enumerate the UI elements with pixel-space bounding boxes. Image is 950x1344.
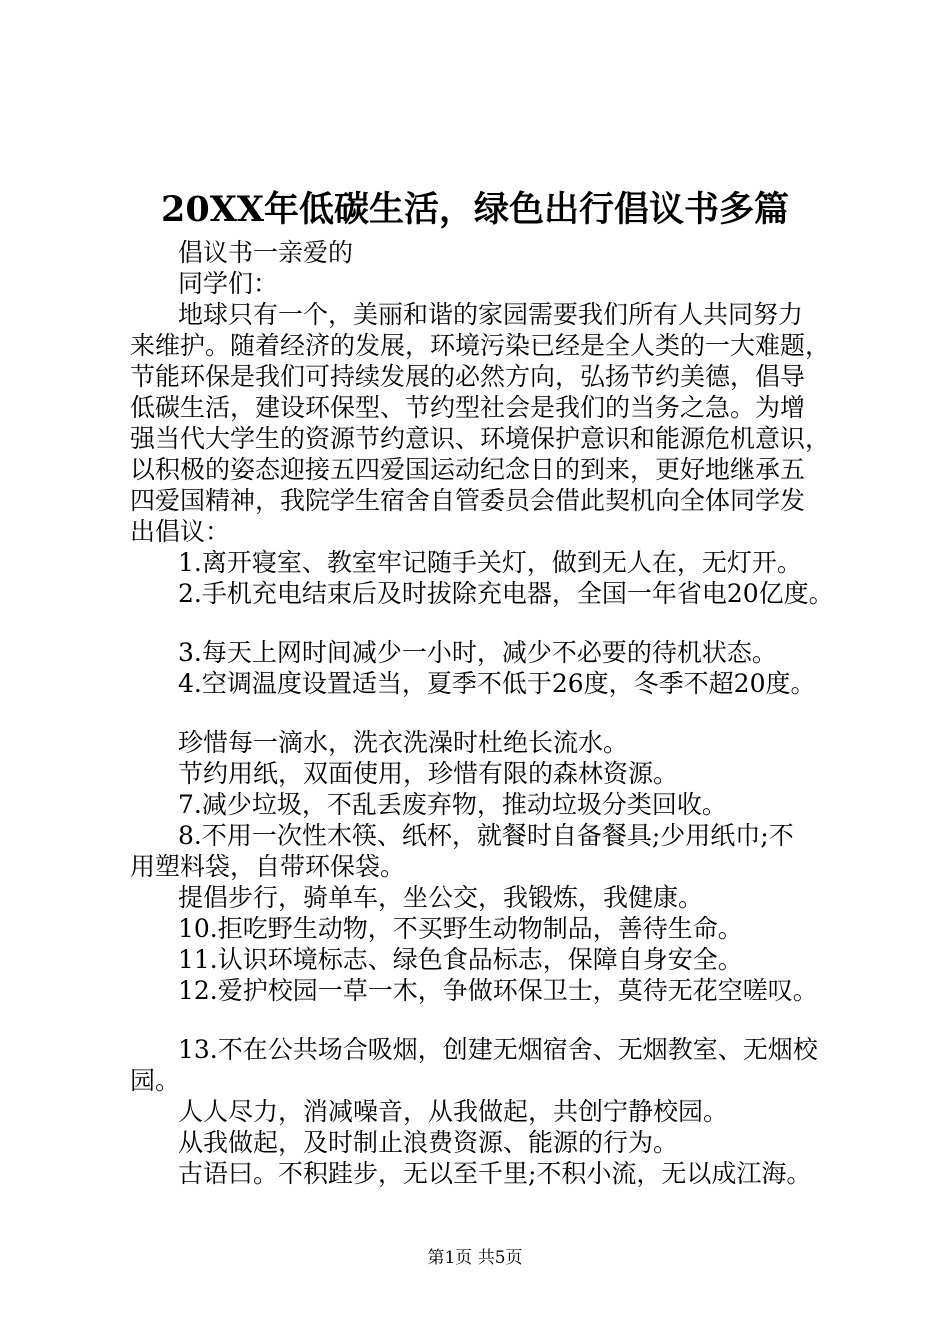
proposal-item: 3.每天上网时间减少一小时，减少不必要的待机状态。 (178, 638, 777, 667)
proposal-item-continued: 园。 (130, 1066, 181, 1095)
proposal-item: 珍惜每一滴水，洗衣洗澡时杜绝长流水。 (178, 728, 629, 757)
paragraph-line: 出倡议： (130, 517, 231, 546)
proposal-item: 4.空调温度设置适当，夏季不低于26度，冬季不超20度。 (178, 669, 816, 698)
proposal-item: 11.认识环境标志、绿色食品标志，保障自身安全。 (178, 945, 743, 974)
paragraph-line: 节能环保是我们可持续发展的必然方向，弘扬节约美德，倡导 (130, 362, 806, 391)
paragraph-line: 地球只有一个，美丽和谐的家园需要我们所有人共同努力 (178, 300, 804, 329)
proposal-item: 人人尽力，消减噪音，从我做起，共创宁静校园。 (178, 1097, 729, 1126)
proposal-item: 7.减少垃圾，不乱丢废弃物，推动垃圾分类回收。 (178, 790, 727, 819)
proposal-item: 1.离开寝室、教室牢记随手关灯，做到无人在，无灯开。 (178, 548, 802, 577)
paragraph-line: 四爱国精神，我院学生宿舍自管委员会借此契机向全体同学发 (130, 486, 806, 515)
proposal-item: 节约用纸，双面使用，珍惜有限的森林资源。 (178, 759, 679, 788)
paragraph-line: 来维护。随着经济的发展，环境污染已经是全人类的一大难题， (130, 331, 831, 360)
salutation-line: 同学们： (178, 269, 279, 298)
proposal-item: 提倡步行，骑单车，坐公交，我锻炼，我健康。 (178, 883, 704, 912)
page-number-footer: 第1页 共5页 (427, 1248, 523, 1268)
paragraph-line: 强当代大学生的资源节约意识、环境保护意识和能源危机意识， (130, 424, 831, 453)
proposal-item: 13.不在公共场合吸烟，创建无烟宿舍、无烟教室、无烟校 (178, 1035, 818, 1064)
salutation-line: 倡议书一亲爱的 (178, 238, 354, 267)
paragraph-line: 低碳生活，建设环保型、节约型社会是我们的当务之急。为增 (130, 393, 806, 422)
paragraph-line: 以积极的姿态迎接五四爱国运动纪念日的到来，更好地继承五 (130, 455, 806, 484)
closing-line: 古语曰。不积跬步，无以至千里;不积小流，无以成江海。 (178, 1159, 812, 1188)
document-title: 20XX年低碳生活，绿色出行倡议书多篇 (160, 189, 790, 230)
proposal-item: 12.爱护校园一草一木，争做环保卫士，莫待无花空嗟叹。 (178, 976, 818, 1005)
proposal-item: 10.拒吃野生动物，不买野生动物制品，善待生命。 (178, 914, 743, 943)
proposal-item-continued: 用塑料袋，自带环保袋。 (130, 852, 406, 881)
proposal-item: 2.手机充电结束后及时拔除充电器，全国一年省电20亿度。 (178, 579, 834, 608)
proposal-item: 8.不用一次性木筷、纸杯，就餐时自备餐具;少用纸巾;不 (178, 821, 794, 850)
proposal-item: 从我做起，及时制止浪费资源、能源的行为。 (178, 1128, 679, 1157)
